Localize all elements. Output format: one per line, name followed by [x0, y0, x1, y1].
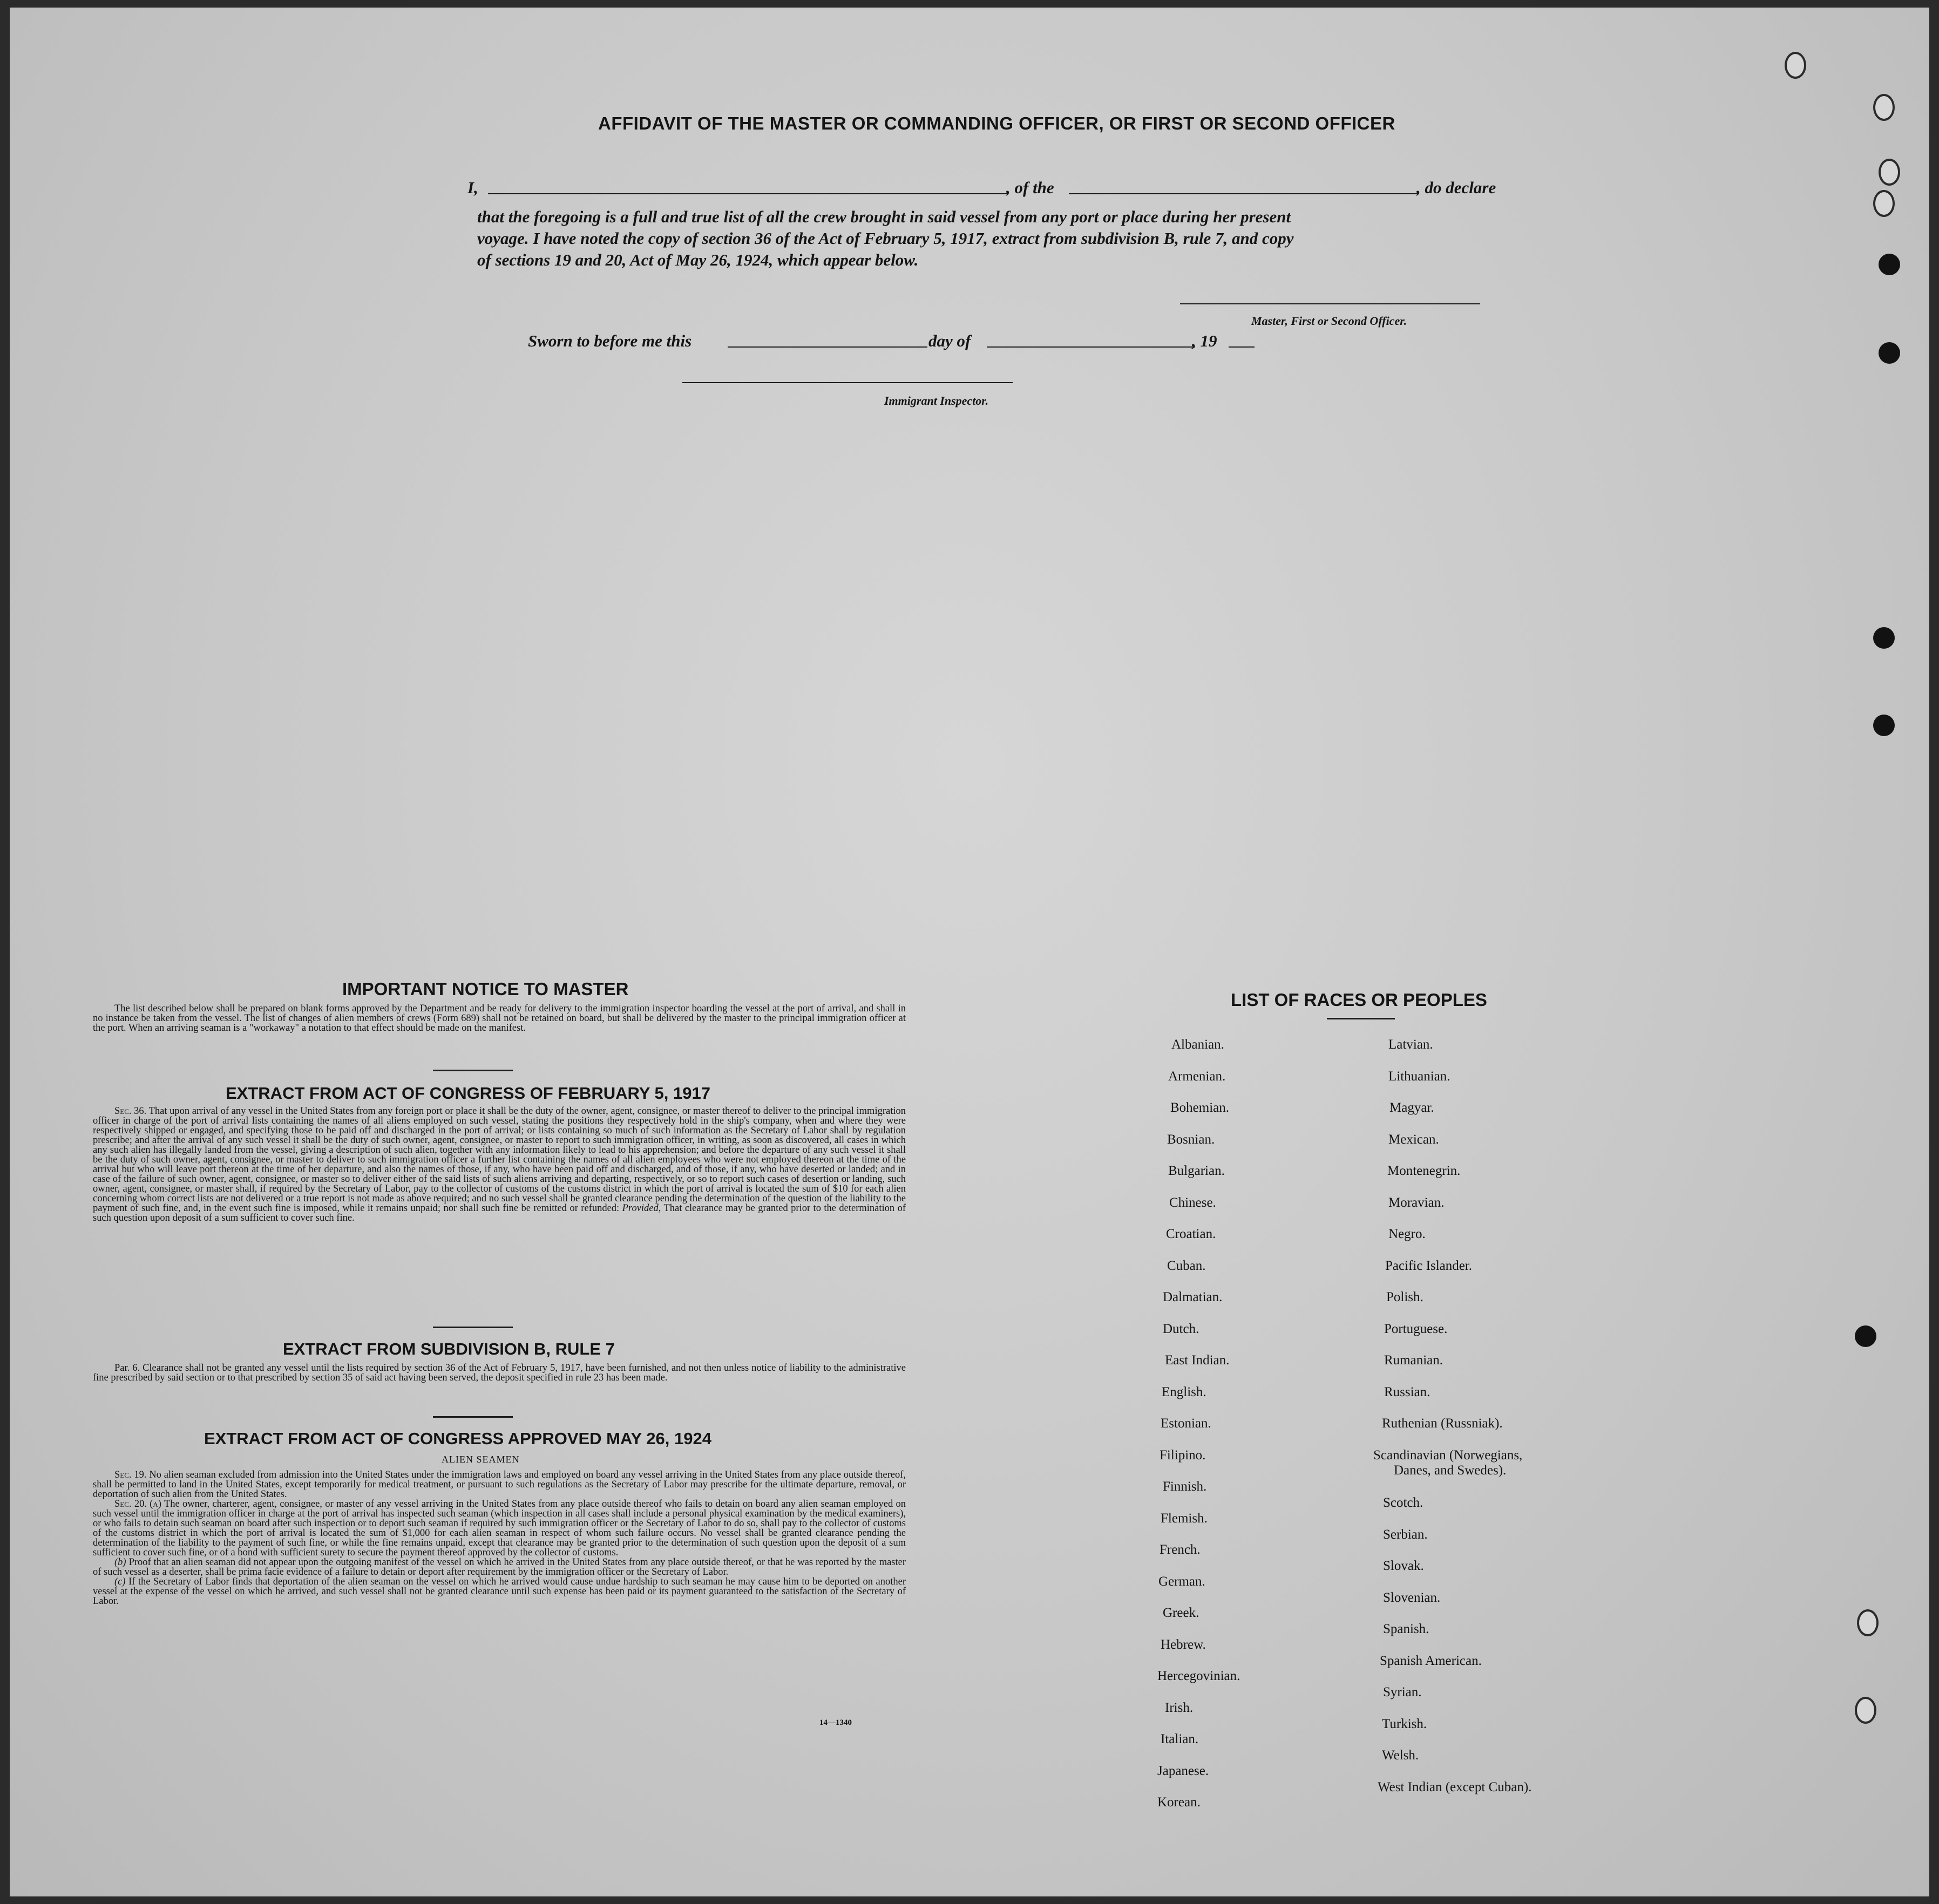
race-item: Chinese.	[1169, 1195, 1216, 1210]
vessel-name-field[interactable]	[1069, 193, 1418, 194]
sworn-year-field[interactable]	[1229, 346, 1255, 348]
race-item: Negro.	[1388, 1227, 1426, 1241]
binder-hole	[1873, 627, 1895, 649]
race-item: Armenian.	[1168, 1069, 1226, 1084]
form-number: 14—1340	[819, 1718, 852, 1727]
proviso-label: Provided,	[622, 1203, 661, 1214]
declarant-name-field[interactable]	[488, 193, 1007, 194]
year-label: , 19	[1192, 331, 1217, 350]
sworn-label: Sworn to before me this	[528, 331, 692, 350]
race-item: Dalmatian.	[1163, 1290, 1223, 1304]
race-item: Magyar.	[1389, 1100, 1434, 1115]
binder-hole	[1873, 715, 1895, 736]
divider	[433, 1327, 513, 1328]
race-item: Montenegrin.	[1387, 1164, 1461, 1178]
race-item: West Indian (except Cuban).	[1378, 1779, 1532, 1794]
race-item: Japanese.	[1157, 1763, 1209, 1778]
section-36-text: That upon arrival of any vessel in the United States from any foreign port or place it shall be the duty of the owner, agent, consignee, or master thereof to deliver to the principal immigration officer in charge of the port of arrival lists containing the names of all aliens employed on such vessel, stating the positions they respectively hold in the ship's company, when and where they were respectively shipped or engaged, and specifying those to be paid off and discharged in the port of arrival; or lists containing so much of such information as the Secretary of Labor shall by regulation prescribe; and after the arrival of any such vessel it shall be the duty of such owner, agent, consignee, or master to report to such immigration officer, in writing, as soon as discovered, all cases in which any such alien has illegally landed from the vessel, giving a description of such alien, together with any information likely to lead to his apprehension; and before the departure of any such vessel it shall be the duty of such owner, agent, consignee, or master to deliver to such immigration officer a further list containing the names of all alien employees who were not employed thereon at the time of the arrival but who will leave port thereon at the time of her departure, and also the names of those, if any, who have been paid off and discharged, and of those, if any, who have deserted or landed; and in case of the failure of such owner, agent, consignee, or master so to deliver either of the said lists of such aliens arriving and departing, respectively, or so to report such cases of desertion or landing, such owner, agent, consignee, or master shall, if required by the Secretary of Labor, pay to the collector of customs of the customs district in which the port of arrival is located the sum of $10 for each alien concerning whom correct lists are not delivered or a true report is not made as above required; and no such vessel shall be granted clearance pending the determination of the question of the liability to the payment of such fine, and, in the event such fine is imposed, while it remains unpaid; nor shall such fine be remitted or refunded:	[93, 1106, 906, 1214]
race-item: Greek.	[1163, 1606, 1199, 1620]
race-item: Finnish.	[1163, 1479, 1207, 1494]
affidavit-line-2: that the foregoing is a full and true list of all the crew brought in said vessel from any port or place during her present	[477, 207, 1291, 226]
binder-hole	[1879, 254, 1900, 275]
affidavit-title: AFFIDAVIT OF THE MASTER OR COMMANDING OFFICER, OR FIRST OR SECOND OFFICER	[598, 113, 1395, 133]
affidavit-of-the-label: , of the	[1006, 178, 1054, 197]
section-19-text: No alien seaman excluded from admission into the United States under the immigration laws and employed on board any vessel arriving in the United States from any place outside thereof, shall be permitted to land in the United States, except temporarily for medical treatment, or pursuant to such regulations as the Secretary of Labor may prescribe for the ultimate departure, removal, or deportation of such alien from the United States.	[93, 1470, 906, 1500]
race-item: Mexican.	[1388, 1132, 1439, 1147]
race-item: Danes, and Swedes).	[1394, 1463, 1507, 1478]
race-item: Bohemian.	[1170, 1100, 1230, 1115]
section-20b-label: (b)	[114, 1557, 126, 1568]
alien-seamen-subtitle: ALIEN SEAMEN	[442, 1454, 520, 1465]
race-item: Croatian.	[1166, 1227, 1216, 1241]
race-item: Slovak.	[1383, 1559, 1424, 1573]
race-item: Slovenian.	[1383, 1590, 1441, 1605]
section-20a-text: The owner, charterer, agent, consignee, or master of any vessel arriving in the United States from any place outside thereof who fails to detain on board any alien seaman employed on such vessel until the immigration officer in charge at the port of arrival has inspected such seaman (which inspection in all cases shall include a personal physical examination by the medical examiners), or who fails to detain such seaman on board after such inspection or to deport such seaman if required by such immigration officer or the Secretary of Labor to do so, shall pay to the collector of customs of the customs district in which the port of arrival is located the sum of $1,000 for each alien seaman in respect of whom such failure occurs. No vessel shall be granted clearance pending the determination of the liability to the payment of such fine, or while the fine remains unpaid, except that clearance may be granted prior to the determination of such question upon the deposit of a sum sufficient to cover such fine, or of a bond with sufficient surety to secure the payment thereof approved by the collector of customs.	[93, 1499, 906, 1558]
race-item: Rumanian.	[1384, 1353, 1443, 1368]
race-item: Hercegovinian.	[1157, 1669, 1240, 1683]
affidavit-declare-label: , do declare	[1416, 178, 1496, 197]
notice-title: IMPORTANT NOTICE TO MASTER	[342, 979, 629, 999]
race-item: Moravian.	[1388, 1195, 1445, 1210]
proviso-text: That clearance may be granted prior to the determination of such question upon deposit of a sum sufficient to cover such fine.	[93, 1203, 906, 1223]
extract-1924-body	[93, 1470, 906, 1606]
race-item: East Indian.	[1165, 1353, 1230, 1368]
race-item: Spanish.	[1383, 1622, 1429, 1636]
section-20c-label: (c)	[114, 1576, 126, 1587]
rule7-text: Par. 6. Clearance shall not be granted any vessel until the lists required by section 36 of the Act of February 5, 1917, have been furnished, and not then unless notice of liability to the administrative fine prescribed by said section or to that prescribed by section 35 of said act having been served, the deposit specified in rule 23 has been made.	[93, 1363, 906, 1383]
race-item: Estonian.	[1161, 1416, 1211, 1431]
sworn-day-field[interactable]	[728, 346, 927, 348]
race-item: Syrian.	[1383, 1685, 1422, 1699]
divider	[1327, 1018, 1395, 1019]
inspector-caption: Immigrant Inspector.	[884, 394, 989, 407]
race-item: Pacific Islander.	[1385, 1258, 1473, 1273]
affidavit-line-3: voyage. I have noted the copy of section 36 of the Act of February 5, 1917, extract from subdivision B, rule 7, and copy	[477, 229, 1294, 248]
binder-hole	[1879, 159, 1900, 186]
notice-text: The list described below shall be prepared on blank forms approved by the Department and be ready for delivery to the immigration inspector boarding the vessel at the port of arrival, and shall in no instance be taken from the vessel. The list of changes of alien members of crews (Form 689) shall not be retained on board, but shall be delivered by the master to the principal immigration officer at the port. When an arriving seaman is a "workaway" a notation to that effect should be made on the manifest.	[93, 1003, 906, 1033]
race-item: Dutch.	[1163, 1321, 1199, 1336]
race-item: Hebrew.	[1161, 1637, 1206, 1652]
binder-hole	[1857, 1609, 1879, 1636]
race-item: Korean.	[1157, 1795, 1201, 1810]
sworn-month-field[interactable]	[987, 346, 1195, 348]
section-36-label: Sec. 36.	[114, 1106, 147, 1117]
race-item: Latvian.	[1388, 1037, 1433, 1052]
race-item: French.	[1160, 1542, 1201, 1557]
section-20a-label: Sec. 20. (a)	[114, 1499, 161, 1509]
divider	[433, 1070, 513, 1071]
race-item: Bulgarian.	[1168, 1164, 1225, 1178]
divider	[433, 1416, 513, 1418]
race-item: Irish.	[1165, 1700, 1194, 1715]
race-item: Filipino.	[1160, 1447, 1206, 1463]
race-item: Flemish.	[1161, 1511, 1208, 1526]
race-item: Ruthenian (Russniak).	[1382, 1416, 1503, 1431]
race-item: Serbian.	[1383, 1527, 1428, 1542]
race-item: English.	[1162, 1384, 1206, 1399]
section-20c-text: If the Secretary of Labor finds that deportation of the alien seaman on the vessel on which he arrived would cause undue hardship to such seaman he may cause him to be deported on another vessel at the expense of the vessel on which he arrived, and such vessel shall not be granted clearance until such expense has been paid or its payment guaranteed to the satisfaction of the Secretary of Labor.	[93, 1576, 906, 1607]
binder-hole	[1785, 52, 1806, 79]
extract-1917-title: EXTRACT FROM ACT OF CONGRESS OF FEBRUARY 5, 1917	[226, 1084, 710, 1103]
race-item: Scotch.	[1383, 1495, 1423, 1510]
master-signature-field[interactable]	[1180, 303, 1480, 304]
extract-1917-body	[93, 1106, 906, 1223]
day-of-label: day of	[928, 331, 971, 350]
race-item: Portuguese.	[1384, 1321, 1448, 1336]
race-item: Cuban.	[1167, 1258, 1206, 1273]
race-item: German.	[1158, 1574, 1205, 1589]
race-item: Spanish American.	[1380, 1653, 1482, 1668]
affidavit-i-label: I,	[467, 178, 478, 197]
race-item: Russian.	[1384, 1384, 1430, 1399]
race-item: Polish.	[1386, 1290, 1423, 1304]
race-item: Albanian.	[1171, 1037, 1224, 1052]
binder-hole	[1873, 190, 1895, 217]
binder-hole	[1855, 1325, 1876, 1347]
extract-rule7-body	[93, 1363, 906, 1383]
race-item: Welsh.	[1382, 1748, 1419, 1763]
section-19-label: Sec. 19.	[114, 1470, 147, 1480]
affidavit-line-4: of sections 19 and 20, Act of May 26, 1924, which appear below.	[477, 250, 919, 269]
race-item: Scandinavian (Norwegians,	[1373, 1447, 1523, 1463]
race-item: Bosnian.	[1167, 1132, 1215, 1147]
race-item: Lithuanian.	[1388, 1069, 1450, 1084]
master-caption: Master, First or Second Officer.	[1251, 314, 1407, 328]
extract-1924-title: EXTRACT FROM ACT OF CONGRESS APPROVED MAY 26, 1924	[204, 1429, 711, 1448]
section-20b-text: Proof that an alien seaman did not appear upon the outgoing manifest of the vessel on which he arrived in the United States from any place outside thereof, or that he was reported by the master of such vessel as a deserter, shall be prima facie evidence of a failure to detain or deport after requirement by the immigration officer or the Secretary of Labor.	[93, 1557, 906, 1577]
races-title: LIST OF RACES OR PEOPLES	[1231, 990, 1487, 1010]
race-item: Turkish.	[1382, 1716, 1427, 1731]
race-item: Italian.	[1161, 1732, 1199, 1746]
binder-hole	[1873, 94, 1895, 121]
notice-body	[93, 1004, 906, 1033]
inspector-signature-field[interactable]	[682, 382, 1013, 383]
binder-hole	[1855, 1697, 1876, 1724]
extract-rule7-title: EXTRACT FROM SUBDIVISION B, RULE 7	[283, 1339, 615, 1358]
binder-hole	[1879, 342, 1900, 364]
manifest-page	[10, 8, 1929, 1896]
